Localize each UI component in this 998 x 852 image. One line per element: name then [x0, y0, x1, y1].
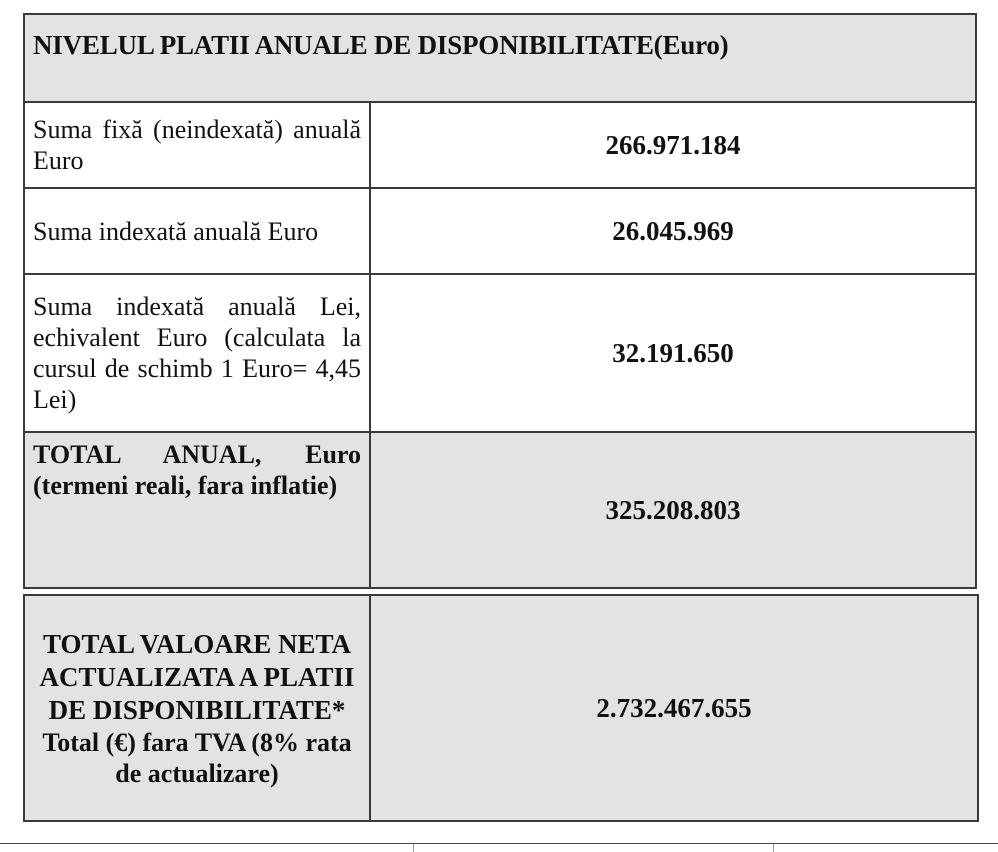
npv-label-cell: [24, 595, 370, 821]
row-label-fixed-sum: Suma fixă (neindexată) anuală Euro: [33, 115, 361, 175]
row-label-cell: [24, 274, 370, 432]
table-header-cell: [24, 14, 976, 102]
npv-value: 2.732.467.655: [596, 692, 752, 723]
row-label-total-annual: TOTAL ANUAL, Euro (termeni reali, fara inflatie): [33, 440, 361, 500]
table-row: [24, 102, 976, 188]
row-value-cell: [370, 188, 976, 274]
table-row: [24, 274, 976, 432]
npv-subtitle: Total (€) fara TVA (8% rata de actualizare): [42, 727, 352, 788]
row-value-cell: [370, 432, 976, 588]
row-label-cell: [24, 102, 370, 188]
npv-title: TOTAL VALOARE NETA ACTUALIZATA A PLATII DE DISPONIBILITATE*: [39, 628, 355, 725]
row-value-indexed-lei: 32.191.650: [612, 337, 734, 368]
net-present-value-table: [23, 594, 979, 822]
row-value-indexed-euro: 26.045.969: [612, 215, 734, 246]
table-row-total-annual: [24, 432, 976, 588]
table-row: [24, 188, 976, 274]
table-header-row: [24, 14, 976, 102]
row-value-cell: [370, 102, 976, 188]
npv-value-cell: [370, 595, 978, 821]
row-value-cell: [370, 274, 976, 432]
row-label-indexed-lei: Suma indexată anuală Lei, echivalent Euro (calculata la cursul de schimb 1 Euro= 4,45 Lei): [33, 292, 361, 414]
row-value-fixed-sum: 266.971.184: [605, 129, 741, 160]
row-label-cell: [24, 188, 370, 274]
npv-label: [25, 624, 369, 793]
table-header-title: NIVELUL PLATII ANUALE DE DISPONIBILITATE(Euro): [33, 30, 729, 60]
table-row-npv: [24, 595, 978, 821]
page-footer-rule: [0, 843, 998, 844]
row-value-total-annual: 325.208.803: [605, 494, 741, 525]
footer-tick-mark: [773, 844, 774, 852]
row-label-cell: [24, 432, 370, 588]
payment-level-table: [23, 13, 977, 589]
footer-tick-mark: [413, 844, 414, 852]
row-label-indexed-euro: Suma indexată anuală Euro: [33, 216, 319, 246]
